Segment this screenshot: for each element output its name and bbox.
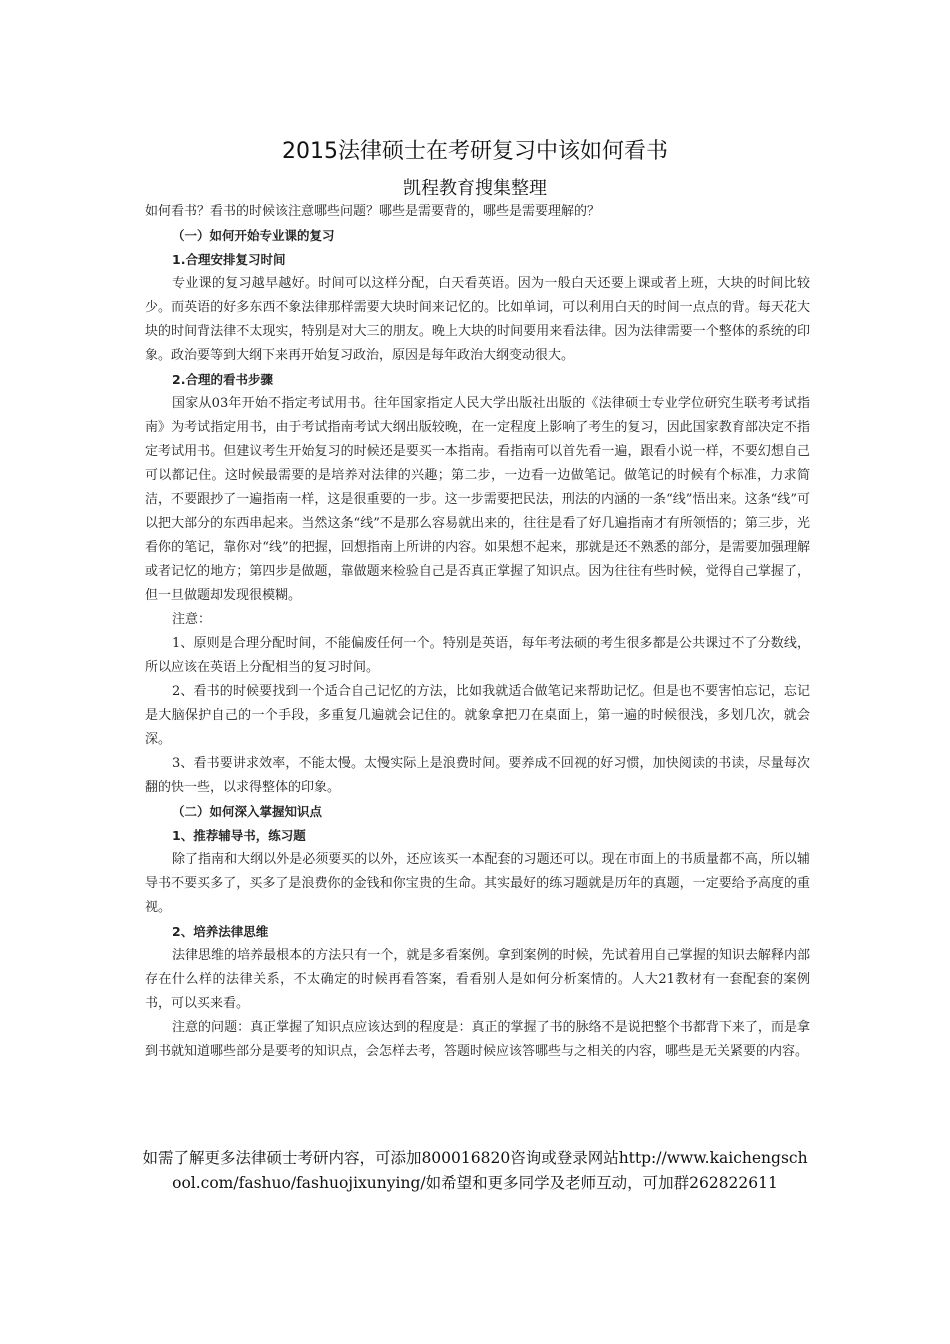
note-1: 1、原则是合理分配时间，不能偏废任何一个。特别是英语，每年考法硕的考生很多都是公共课过不了分数线，所以应该在英语上分配相当的复习时间。: [145, 636, 810, 675]
document-subtitle: 凯程教育搜集整理: [403, 178, 547, 199]
section2-1-heading: 1、推荐辅导书，练习题: [172, 828, 306, 843]
section1-1-heading: 1.合理安排复习时间: [172, 252, 286, 267]
section1-2-paragraph: 国家从03年开始不指定考试用书。往年国家指定人民大学出版社出版的《法律硕士专业学位研究生联考考试指南》为考试指定用书，由于考试指南考试大纲出版较晚，在一定程度上影响了考生的复习，因此国家教育部决定不指定考试用书。但建议考生开始复习的时候还是要买一本指南。看指南可以首先看一遍，跟看小说一样，不要幻想自己可以都记住。这时候最需要的是培养对法律的兴趣；第二步，一边看一边做笔记。做笔记的时候有个标准，力求简洁，不要跟抄了一遍指南一样，这是很重要的一步。这一步需要把民法，刑法的内涵的一条“线”悟出来。这条“线”可以把大部分的东西串起来。当然这条“线”不是那么容易就出来的，往往是看了好几遍指南才有所领悟的；第三步，光看你的笔记，靠你对“线”的把握，回想指南上所讲的内容。如果想不起来，那就是还不熟悉的部分，是需要加强理解或者记忆的地方；第四步是做题，靠做题来检验自己是否真正掌握了知识点。因为往往有些时候，觉得自己掌握了，但一旦做题却发现很模糊。: [145, 396, 810, 603]
section1-heading: （一）如何开始专业课的复习: [172, 228, 335, 243]
section2-2-heading: 2、培养法律思维: [172, 924, 269, 939]
document-title: 2015法律硕士在考研复习中该如何看书: [282, 139, 668, 164]
note-3: 3、看书要讲求效率，不能太慢。太慢实际上是浪费时间。要养成不回视的好习惯，加快阅读的书读，尽量每次翻的快一些，以求得整体的印象。: [145, 756, 810, 795]
section2-2-paragraph: 法律思维的培养最根本的方法只有一个，就是多看案例。拿到案例的时候，先试着用自己掌握的知识去解释内部存在什么样的法律关系，不太确定的时候再看答案，看看别人是如何分析案情的。人大21教材有一套配套的案例书，可以买来看。: [145, 948, 810, 1011]
footer-contact: 如需了解更多法律硕士考研内容，可添加800016820咨询或登录网站http://www.kaichengschool.com/fashuo/fashuojixunying/如希望和更多同学及老师互动，可加群262822611: [142, 1149, 808, 1192]
note-2: 2、看书的时候要找到一个适合自己记忆的方法，比如我就适合做笔记来帮助记忆。但是也不要害怕忘记，忘记是大脑保护自己的一个手段，多重复几遍就会记住的。就象拿把刀在桌面上，第一遍的时候很浅，多划几次，就会深。: [145, 684, 810, 747]
section2-1-paragraph: 除了指南和大纲以外是必须要买的以外，还应该买一本配套的习题还可以。现在市面上的书质量都不高，所以辅导书不要买多了，买多了是浪费你的金钱和你宝贵的生命。其实最好的练习题就是历年的真题，一定要给予高度的重视。: [145, 852, 810, 915]
section2-heading: （二）如何深入掌握知识点: [172, 804, 323, 819]
section2-3-paragraph: 注意的问题：真正掌握了知识点应该达到的程度是：真正的掌握了书的脉络不是说把整个书都背下来了，而是拿到书就知道哪些部分是要考的知识点，会怎样去考，答题时候应该答哪些与之相关的内容，哪些是无关紧要的内容。: [145, 1020, 810, 1059]
document-body: [145, 200, 810, 1064]
section1-1-paragraph: 专业课的复习越早越好。时间可以这样分配，白天看英语。因为一般白天还要上课或者上班，大块的时间比较少。而英语的好多东西不象法律那样需要大块时间来记忆的。比如单词，可以利用白天的时间一点点的背。每天花大块的时间背法律不太现实，特别是对大三的朋友。晚上大块的时间要用来看法律。因为法律需要一个整体的系统的印象。政治要等到大纲下来再开始复习政治，原因是每年政治大纲变动很大。: [145, 276, 810, 363]
note-label: 注意：: [172, 612, 212, 627]
section1-2-heading: 2.合理的看书步骤: [172, 372, 273, 387]
intro-paragraph: 如何看书？看书的时候该注意哪些问题？哪些是需要背的，哪些是需要理解的？: [145, 204, 601, 219]
